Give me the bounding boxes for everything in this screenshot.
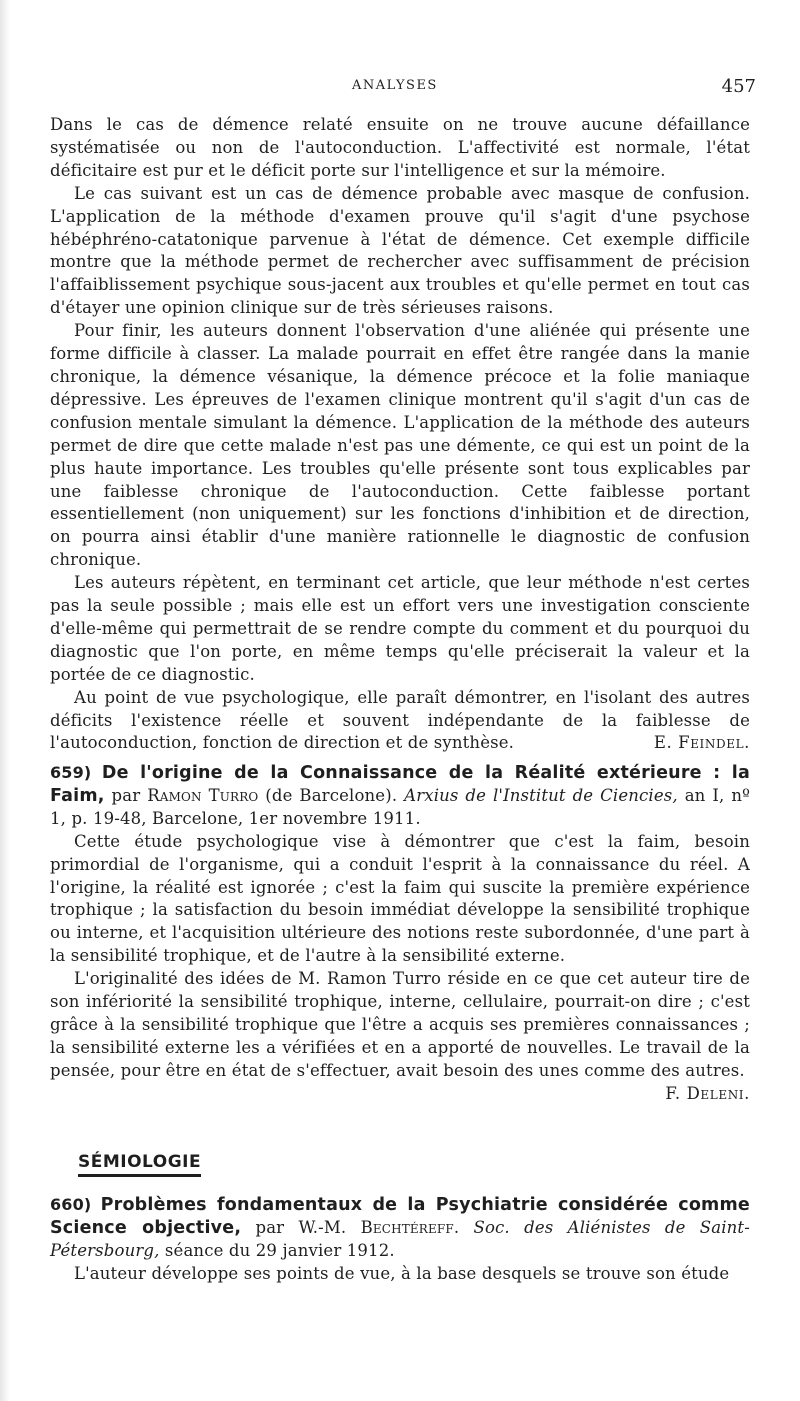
entry-title: De l'origine de la Connaissance de la Réalité extérieure : la Faim, (50, 763, 750, 806)
entry-heading (50, 762, 750, 831)
journal-title: Soc. des Aliénistes de Saint-Pétersbourg, (50, 1217, 750, 1260)
page-number: 457 (721, 76, 756, 97)
entry-author: W.-M. Bechtéreff. (298, 1217, 460, 1237)
by-word: par (111, 785, 141, 805)
paragraph: L'auteur développe ses points de vue, à la base desquels se trouve son étude (74, 1263, 730, 1283)
review-signature: E. Feindel. (653, 733, 750, 753)
review-signature: F. Deleni. (665, 1083, 750, 1103)
paragraph: Le cas suivant est un cas de démence probable avec masque de confusion. L'application de la méthode d'examen prouve qu'il s'agit d'une psychose hébéphréno-catatonique parvenue à l'état de démence. Cet exemple difficile montre que la méthode permet de rechercher avec suffisamment de précision l'affaiblissement psychique sous-jacent aux troubles et qu'elle permet en tout cas d'étayer une opinion clinique sur de très sérieuses raisons. (50, 183, 750, 318)
paragraph-text: Au point de vue psychologique, elle paraît démontrer, en l'isolant des autres déficits l'existence réelle et souvent indépendante de la faiblesse de l'autoconduction, fonction de direction et de synthèse. (50, 687, 750, 753)
running-title: ANALYSES (352, 78, 438, 93)
entry-659 (50, 762, 750, 1106)
section-heading: SÉMIOLOGIE (78, 1152, 201, 1177)
entry-author: Ramon Turro (147, 785, 259, 805)
paragraph-with-signature (50, 968, 750, 1103)
paragraph-with-signature (50, 687, 750, 756)
author-origin: (de Barcelone). (265, 785, 398, 805)
entry-number: 660) (50, 1195, 92, 1214)
running-head (0, 76, 800, 100)
paragraph: Cette étude psychologique vise à démontrer que c'est la faim, besoin primordial de l'organisme, qui a conduit l'esprit à la connaissance du réel. A l'origine, la réalité est ignorée ; c'est la faim qui suscite la première expérience trophique ; la satisfaction du besoin immédiat développe la sensibilité trophique ou interne, et l'acquisition ultérieure des notions reste subordonnée, d'une part à la sensibilité trophique, et de l'autre à la sensibilité externe. (50, 831, 750, 966)
journal-title: Arxius de l'Institut de Ciencies, (404, 785, 678, 805)
entry-heading (50, 1194, 750, 1263)
paragraph: Les auteurs répètent, en terminant cet article, que leur méthode n'est certes pas la seule possible ; mais elle est un effort vers une investigation consciente d'elle-même qui permettrait de se rendre compte du comment et du pourquoi du diagnostic que l'on porte, en même temps qu'elle préciserait la valeur et la portée de ce diagnostic. (50, 573, 750, 684)
paragraph-text: L'originalité des idées de M. Ramon Turro réside en ce que cet auteur tire de son infériorité la sensibilité trophique, interne, cellulaire, pourrait-on dire ; c'est grâce à la sensibilité trophique que l'être a acquis ses premières connaissances ; la sensibilité externe les a vérifiées et en a apporté de nouvelles. Le travail de la pensée, pour être en état de s'effectuer, avait besoin des unes comme des autres. (50, 969, 750, 1080)
feindel-review-continuation (50, 114, 750, 755)
paragraph: Dans le cas de démence relaté ensuite on ne trouve aucune défaillance systématisée ou non de l'autoconduction. L'affectivité est normale, l'état déficitaire est pur et le déficit porte sur l'intelligence et sur la mémoire. (50, 115, 750, 180)
entry-number: 659) (50, 763, 92, 782)
citation-details: an I, nº 1, p. 19-48, Barcelone, 1er novembre 1911. (50, 785, 751, 828)
citation-details: séance du 29 janvier 1912. (164, 1240, 395, 1260)
paragraph: Pour finir, les auteurs donnent l'observation d'une aliénée qui présente une forme difficile à classer. La malade pourrait en effet être rangée dans la manie chronique, la démence vésanique, la démence précoce et la folie maniaque dépressive. Les épreuves de l'examen clinique montrent qu'il s'agit d'un cas de confusion mentale simulant la démence. L'application de la méthode des auteurs permet de dire que cette malade n'est pas une démente, ce qui est un point de la plus haute importance. Les troubles qu'elle présente sont tous explicables par une faiblesse chronique de l'autoconduction. Cette faiblesse portant essentiellement (non uniquement) sur les fonctions d'inhibition et de direction, on pourra ainsi établir d'une manière rationnelle le diagnostic de confusion chronique. (50, 321, 750, 570)
scan-edge-shadow (0, 0, 10, 1401)
entry-title: Problèmes fondamentaux de la Psychiatrie considérée comme Science objective, (50, 1195, 750, 1238)
entry-660 (50, 1194, 750, 1286)
by-word: par (255, 1217, 285, 1237)
